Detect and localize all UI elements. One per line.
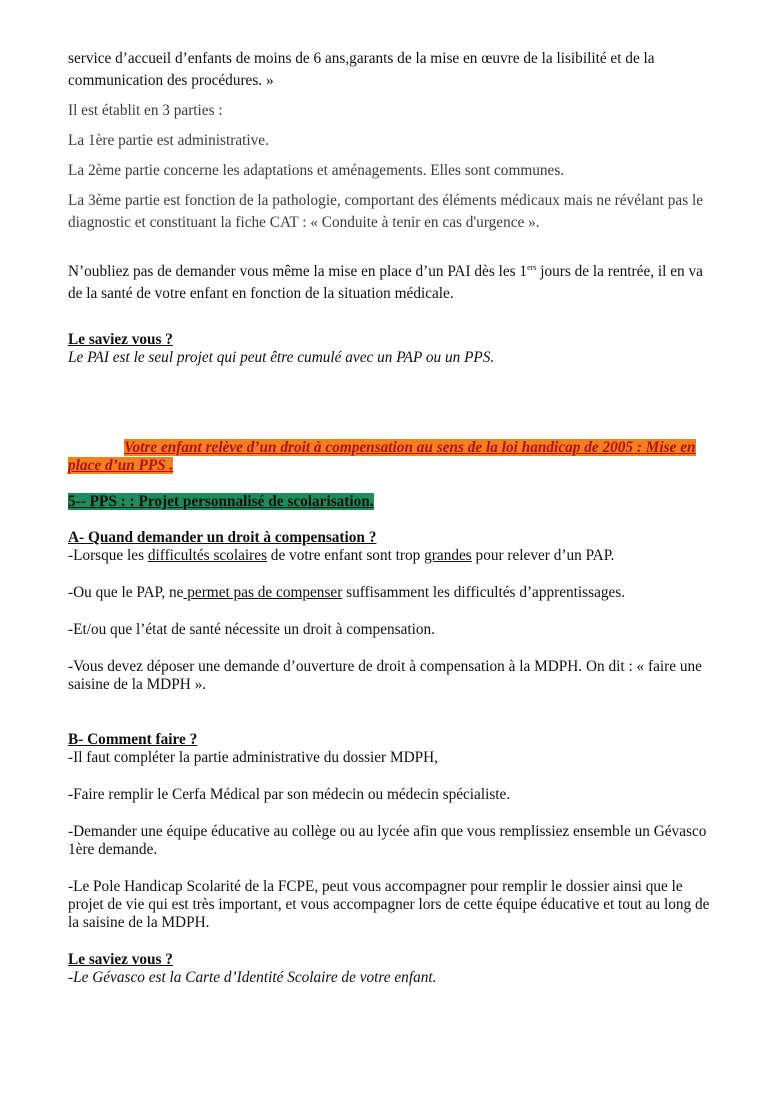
section-a-line-1-text: -Lorsque les <box>68 547 148 564</box>
section-a-line-2-text-2: suffisamment les difficultés d’apprentissages. <box>342 584 626 601</box>
section-a-line-1-underline-1: difficultés scolaires <box>147 547 267 564</box>
intro-quote-end: service d’accueil d’enfants de moins de 6 ans,garants de la mise en œuvre de la lisibilité et de la communication des procédures. » <box>68 50 655 89</box>
section-5-title: 5-- PPS : : Projet personnalisé de scolarisation. <box>68 493 374 510</box>
section-b-line-2: -Faire remplir le Cerfa Médical par son médecin ou médecin spécialiste. <box>68 786 511 803</box>
parts-intro: Il est établit en 3 parties : <box>68 102 223 119</box>
document-page <box>68 48 718 987</box>
did-you-know-title-2: Le saviez vous ? <box>68 951 173 968</box>
section-a-line-2-underline: permet pas de compenser <box>183 584 343 601</box>
section-a-line-4: -Vous devez déposer une demande d’ouverture de droit à compensation à la MDPH. On dit : « faire une saisine de la MDPH ». <box>68 658 702 693</box>
did-you-know-title-1: Le saviez vous ? <box>68 331 173 348</box>
did-you-know-text-2: -Le Gévasco est la Carte d’Identité Scolaire de votre enfant. <box>68 969 437 986</box>
reminder-sup: ers <box>527 262 537 272</box>
section-a-line-1-text-3: pour relever d’un PAP. <box>471 547 615 564</box>
part-2: La 2ème partie concerne les adaptations et aménagements. Elles sont communes. <box>68 162 565 179</box>
compensation-banner-text: Votre enfant relève d’un droit à compensation au sens de la loi handicap de 2005 : Mise en place d’un PPS . <box>68 439 696 474</box>
reminder-text-a: N’oubliez pas de demander vous même la mise en place d’un PAI dès les 1 <box>68 263 528 280</box>
section-a-line-2-text: -Ou que le PAP, ne <box>68 584 184 601</box>
compensation-banner <box>68 439 718 475</box>
section-a-line-1-underline-2: grandes <box>424 547 472 564</box>
section-5-heading <box>68 493 718 511</box>
pai-reminder <box>68 261 718 305</box>
reminder-text-b: jours de la rentrée, il en va de la santé de votre enfant en fonction de la situation médicale. <box>68 263 703 302</box>
section-a-line-2 <box>68 584 718 602</box>
section-a-title: A- Quand demander un droit à compensation ? <box>68 529 377 546</box>
part-1: La 1ère partie est administrative. <box>68 132 269 149</box>
section-a-line-1 <box>68 547 718 565</box>
section-b-line-3: -Demander une équipe éducative au collège ou au lycée afin que vous remplissiez ensemble un Gévasco 1ère demande. <box>68 823 707 858</box>
section-b-line-4: -Le Pole Handicap Scolarité de la FCPE, peut vous accompagner pour remplir le dossier ainsi que le projet de vie qui est très important, et vous accompagner lors de cette équipe éducative et tout au long de la saisine de la MDPH. <box>68 878 710 931</box>
section-b-line-1: -Il faut compléter la partie administrative du dossier MDPH, <box>68 749 439 766</box>
did-you-know-text-1: Le PAI est le seul projet qui peut être cumulé avec un PAP ou un PPS. <box>68 349 495 366</box>
section-b-title: B- Comment faire ? <box>68 731 198 748</box>
section-a-line-3: -Et/ou que l’état de santé nécessite un droit à compensation. <box>68 621 436 638</box>
section-a-line-1-text-2: de votre enfant sont trop <box>266 547 425 564</box>
part-3: La 3ème partie est fonction de la pathologie, comportant des éléments médicaux mais ne révélant pas le diagnostic et constituant la fiche CAT : « Conduite à tenir en cas d'urgence ». <box>68 192 704 231</box>
